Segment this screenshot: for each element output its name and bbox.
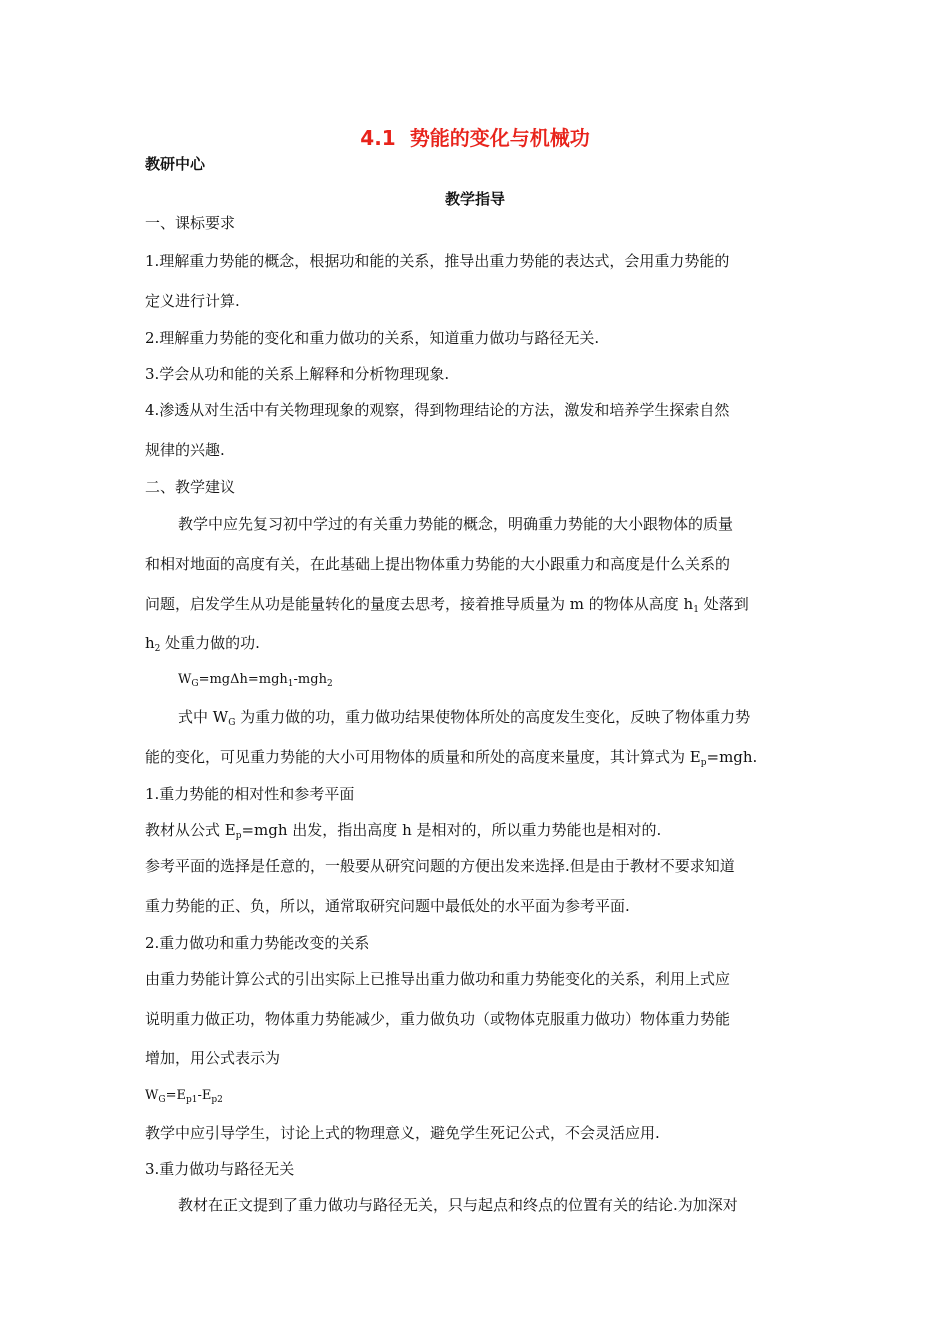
text-run: -E <box>197 1088 212 1103</box>
subheading: 3.重力做功与路径无关 <box>145 1160 295 1178</box>
text-run: =mgh 出发，指出高度 h 是相对的，所以重力势能也是相对的. <box>241 821 662 839</box>
paragraph-line <box>145 632 260 653</box>
subscript: p1 <box>185 1095 198 1105</box>
subscript: 2 <box>154 644 161 654</box>
title-number: 4.1 <box>360 126 396 150</box>
subscript: G <box>191 679 199 689</box>
section-title: 教学指导 <box>444 190 505 208</box>
paragraph-line: 3.学会从功和能的关系上解释和分析物理现象. <box>145 365 450 383</box>
subheading: 2.重力做功和重力势能改变的关系 <box>145 934 370 952</box>
subscript: p <box>235 831 242 841</box>
text-run: 式中 W <box>178 708 229 726</box>
text-run: 为重力做的功，重力做功结果使物体所处的高度发生变化，反映了物体重力势 <box>235 708 751 726</box>
subscript: 1 <box>287 679 294 689</box>
subscript: G <box>158 1095 166 1105</box>
text-run: =E <box>165 1088 186 1103</box>
text-run: -mgh <box>293 672 327 687</box>
paragraph-line: 2.理解重力势能的变化和重力做功的关系，知道重力做功与路径无关. <box>145 329 600 347</box>
paragraph-line: 1.理解重力势能的概念，根据功和能的关系，推导出重力势能的表达式，会用重力势能的 <box>145 252 730 270</box>
subheading: 1.重力势能的相对性和参考平面 <box>145 785 355 803</box>
paragraph-line: 重力势能的正、负，所以，通常取研究问题中最低处的水平面为参考平面. <box>145 897 630 915</box>
text-run: =mgh. <box>706 748 758 766</box>
text-run: 问题，启发学生从功是能量转化的量度去思考，接着推导质量为 m 的物体从高度 h <box>145 595 694 613</box>
paragraph-line <box>178 706 750 727</box>
paragraph-line: 4.渗透从对生活中有关物理现象的观察，得到物理结论的方法，激发和培养学生探索自然 <box>145 401 730 419</box>
subscript: p <box>700 758 707 768</box>
text-run: =mgΔh=mgh <box>198 672 288 687</box>
paragraph-line: 参考平面的选择是任意的，一般要从研究问题的方便出发来选择.但是由于教材不要求知道 <box>145 857 735 875</box>
title-text: 势能的变化与机械功 <box>409 126 590 150</box>
paragraph-line: 教学中应引导学生，讨论上式的物理意义，避免学生死记公式，不会灵活应用. <box>145 1124 660 1142</box>
heading-teaching-suggestions: 二、教学建议 <box>145 478 236 496</box>
formula-work-gravity <box>178 672 333 687</box>
text-run: 处重力做的功. <box>160 634 260 652</box>
page-title <box>0 122 950 151</box>
heading-course-requirements: 一、课标要求 <box>145 214 236 232</box>
paragraph-line: 定义进行计算. <box>145 292 240 310</box>
paragraph-line <box>145 593 749 614</box>
text-run: h <box>145 634 155 652</box>
paragraph-line: 由重力势能计算公式的引出实际上已推导出重力做功和重力势能变化的关系，利用上式应 <box>145 970 731 988</box>
text-run: 教材从公式 E <box>145 821 236 839</box>
text-run: 处落到 <box>698 595 749 613</box>
paragraph-line <box>145 746 757 767</box>
text-run: W <box>145 1088 159 1103</box>
paragraph-line: 教材在正文提到了重力做功与路径无关，只与起点和终点的位置有关的结论.为加深对 <box>178 1196 738 1214</box>
paragraph-line: 增加，用公式表示为 <box>145 1049 281 1067</box>
paragraph-line: 教学中应先复习初中学过的有关重力势能的概念，明确重力势能的大小跟物体的质量 <box>178 515 734 533</box>
text-run: W <box>178 672 192 687</box>
paragraph-line: 和相对地面的高度有关，在此基础上提出物体重力势能的大小跟重力和高度是什么关系的 <box>145 555 731 573</box>
formula-work-energy <box>145 1088 223 1103</box>
subscript: 1 <box>693 605 699 615</box>
paragraph-line: 说明重力做正功，物体重力势能减少，重力做负功（或物体克服重力做功）物体重力势能 <box>145 1010 731 1028</box>
text-run: 能的变化，可见重力势能的大小可用物体的质量和所处的高度来量度，其计算式为 E <box>145 748 701 766</box>
paragraph-line <box>145 819 661 840</box>
subscript: 2 <box>326 679 333 689</box>
paragraph-line: 规律的兴趣. <box>145 441 225 459</box>
subscript: G <box>228 718 236 728</box>
author-label: 教研中心 <box>145 155 206 173</box>
subscript: p2 <box>211 1095 223 1105</box>
